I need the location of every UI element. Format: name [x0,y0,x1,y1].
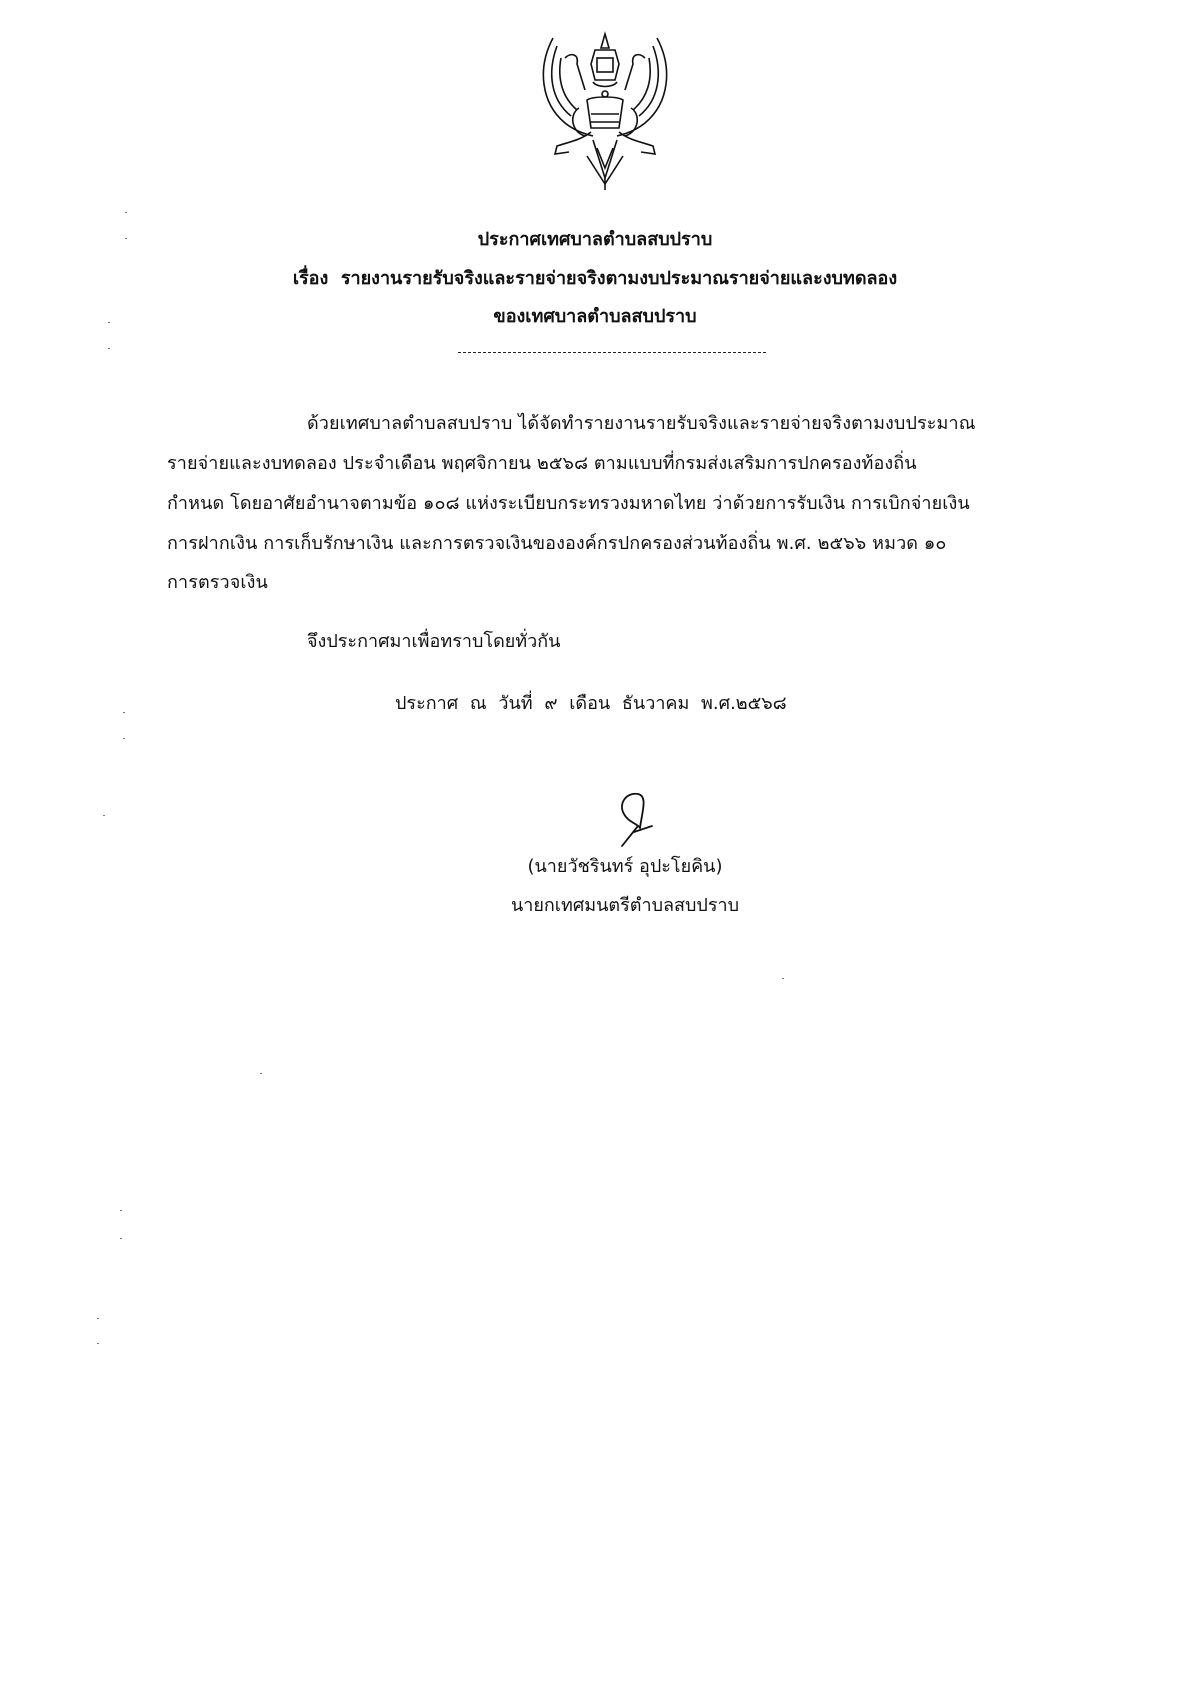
announcement-date: ประกาศ ณ วันที่ ๙ เดือน ธันวาคม พ.ศ.๒๕๖๘ [395,693,787,714]
subject-line [0,263,1190,292]
issuer-title: ประกาศเทศบาลตำบลสบปราบ [477,229,713,250]
handwritten-signature-icon [608,790,668,850]
scan-speck [108,322,110,323]
signer-position: นายกเทศมนตรีตำบลสบปราบ [510,895,740,916]
body-line-3: กำหนด โดยอาศัยอำนาจตามข้อ ๑๐๘ แห่งระเบียบกระทรวงมหาดไทย ว่าด้วยการรับเงิน การเบิกจ่ายเงิน [167,493,970,514]
scan-speck [260,1073,262,1074]
scan-speck [108,348,110,349]
closing-statement: จึงประกาศมาเพื่อทราบโดยทั่วกัน [307,631,561,652]
body-line-4: การฝากเงิน การเก็บรักษาเงิน และการตรวจเงินขององค์กรปกครองส่วนท้องถิ่น พ.ศ. ๒๕๖๖ หมวด ๑๐ [167,533,947,554]
scan-speck [125,212,127,213]
scan-speck [123,712,125,713]
body-line-1: ด้วยเทศบาลตำบลสบปราบ ได้จัดทำรายงานรายรับจริงและรายจ่ายจริงตามงบประมาณ [307,413,976,434]
subject-line-2: ของเทศบาลตำบลสบปราบ [493,306,697,327]
garuda-emblem-icon [535,28,675,193]
scan-speck [97,1343,99,1344]
scan-speck [123,738,125,739]
scan-speck [125,238,127,239]
scan-speck [97,1318,99,1319]
scan-speck [782,978,784,979]
body-line-5: การตรวจเงิน [167,572,268,593]
body-line-2: รายจ่ายและงบทดลอง ประจำเดือน พฤศจิกายน ๒๕๖๘ ตามแบบที่กรมส่งเสริมการปกครองท้องถิ่น [167,453,917,474]
subject-text: รายงานรายรับจริงและรายจ่ายจริงตามงบประมาณรายจ่ายและงบทดลอง [340,268,898,289]
scan-speck [120,1238,122,1239]
header-divider [458,352,766,353]
subject-prefix: เรื่อง [292,268,329,289]
scan-speck [120,1210,122,1211]
scan-speck [103,815,105,816]
signer-name: (นายวัชรินทร์ อุปะโยคิน) [527,856,723,877]
